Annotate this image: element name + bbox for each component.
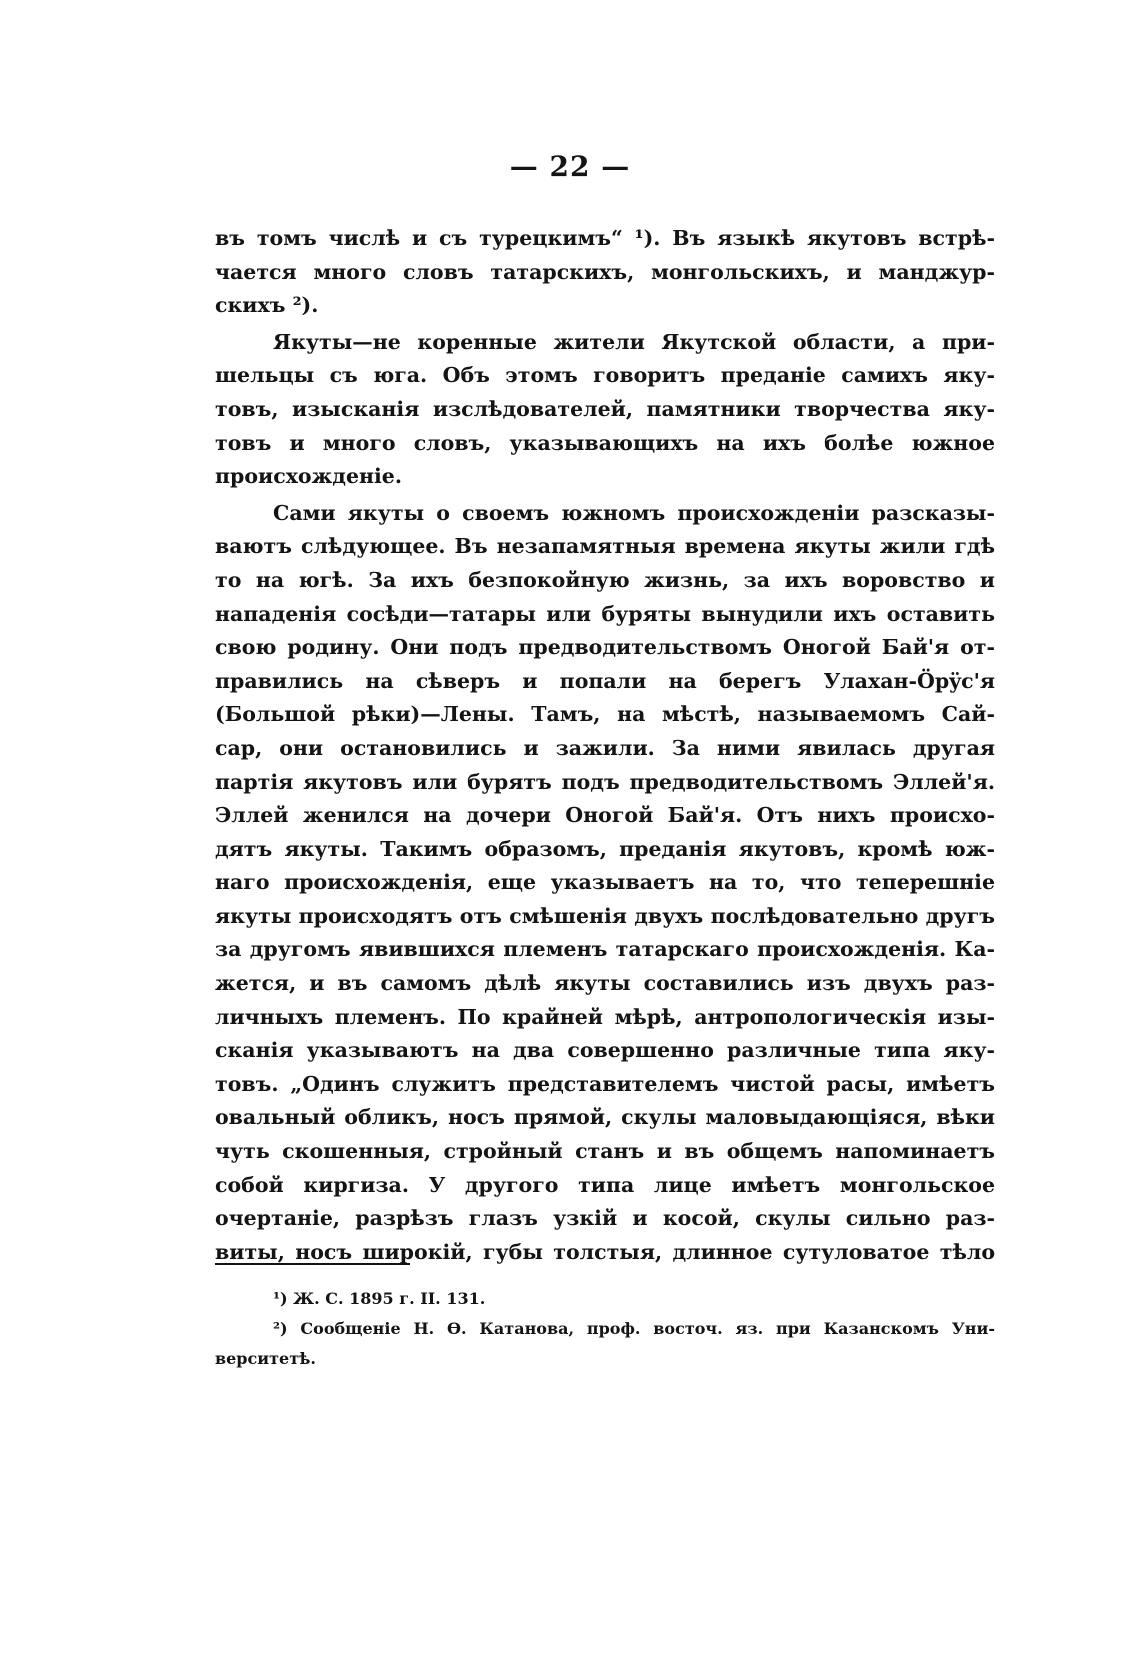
text-line: (Большой рѣки)—Лены. Тамъ, на мѣстѣ, называемомъ Сай- [215, 702, 995, 727]
footnotes [215, 1284, 995, 1374]
footnote-2-continued: верситетѣ. [215, 1349, 316, 1368]
text-line: наго происхожденія, еще указываетъ на то, что теперешніе [215, 870, 995, 895]
text-line: личныхъ племенъ. По крайней мѣрѣ, антропологическія изы- [215, 1004, 995, 1029]
text-line: дятъ якуты. Такимъ образомъ, преданія якутовъ, кромѣ юж- [215, 836, 995, 861]
text-line: происхожденіе. [215, 464, 402, 489]
text-line: ваютъ слѣдующее. Въ незапамятныя времена якуты жили гдѣ [215, 534, 995, 559]
text-line: чуть скошенныя, стройный станъ и въ общемъ напоминаетъ [215, 1139, 995, 1164]
text-line: скихъ ²). [215, 293, 319, 318]
footnote-2: ²) Сообщеніе Н. Ѳ. Катанова, проф. восточ. яз. при Казанскомъ Уни- [273, 1319, 995, 1338]
text-line: правились на сѣверъ и попали на берегъ Улахан-Öрÿс'я [215, 668, 995, 693]
text-line: за другомъ явившихся племенъ татарскаго происхожденія. Ка- [215, 937, 995, 962]
text-line: нападенія сосѣди—татары или буряты вынудили ихъ оставить [215, 601, 995, 626]
text-line: товъ, изысканія изслѣдователей, памятники творчества яку- [215, 396, 995, 421]
text-line: шельцы съ юга. Объ этомъ говоритъ преданіе самихъ яку- [215, 363, 995, 388]
text-line: собой киргиза. У другого типа лице имѣетъ монгольское [215, 1172, 995, 1197]
text-line: въ томъ числѣ и съ турецкимъ“ ¹). Въ языкѣ якутовъ встрѣ- [215, 226, 995, 250]
text-line: партія якутовъ или бурятъ подъ предводительствомъ Эллей'я. [215, 769, 995, 794]
text-line: товъ. „Одинъ служитъ представителемъ чистой расы, имѣетъ [215, 1071, 995, 1096]
text-line: Эллей женился на дочери Оногой Бай'я. Отъ нихъ происхо- [215, 803, 995, 828]
text-line: сар, они остановились и зажили. За ними явилась другая [215, 735, 995, 760]
text-line: очертаніе, разрѣзъ глазъ узкій и косой, скулы сильно раз- [215, 1206, 995, 1231]
text-line: сканія указываютъ на два совершенно различные типа яку- [215, 1038, 995, 1063]
text-line: виты, носъ широкій, губы толстыя, длинное сутуловатое тѣло [215, 1239, 995, 1264]
footnote-divider [215, 1263, 410, 1265]
text-line: якуты происходятъ отъ смѣшенія двухъ послѣдовательно другъ [215, 903, 995, 928]
page-number: — 22 — [509, 150, 631, 183]
text-line: чается много словъ татарскихъ, монгольскихъ, и манджур- [215, 259, 995, 284]
text-line: Якуты—не коренные жители Якутской области, а при- [273, 329, 995, 354]
text-line: свою родину. Они подъ предводительствомъ Оногой Бай'я от- [215, 635, 995, 660]
text-line: товъ и много словъ, указывающихъ на ихъ болѣе южное [215, 430, 995, 455]
text-line: Сами якуты о своемъ южномъ происхожденіи разсказы- [273, 500, 995, 525]
footnote-1: ¹) Ж. С. 1895 г. II. 131. [273, 1289, 486, 1308]
text-line: овальный обликъ, носъ прямой, скулы маловыдающіяся, вѣки [215, 1105, 995, 1130]
text-line: жется, и въ самомъ дѣлѣ якуты составились изъ двухъ раз- [215, 971, 995, 996]
text-line: то на югѣ. За ихъ безпокойную жизнь, за ихъ воровство и [215, 567, 995, 592]
body-text [215, 222, 995, 1269]
